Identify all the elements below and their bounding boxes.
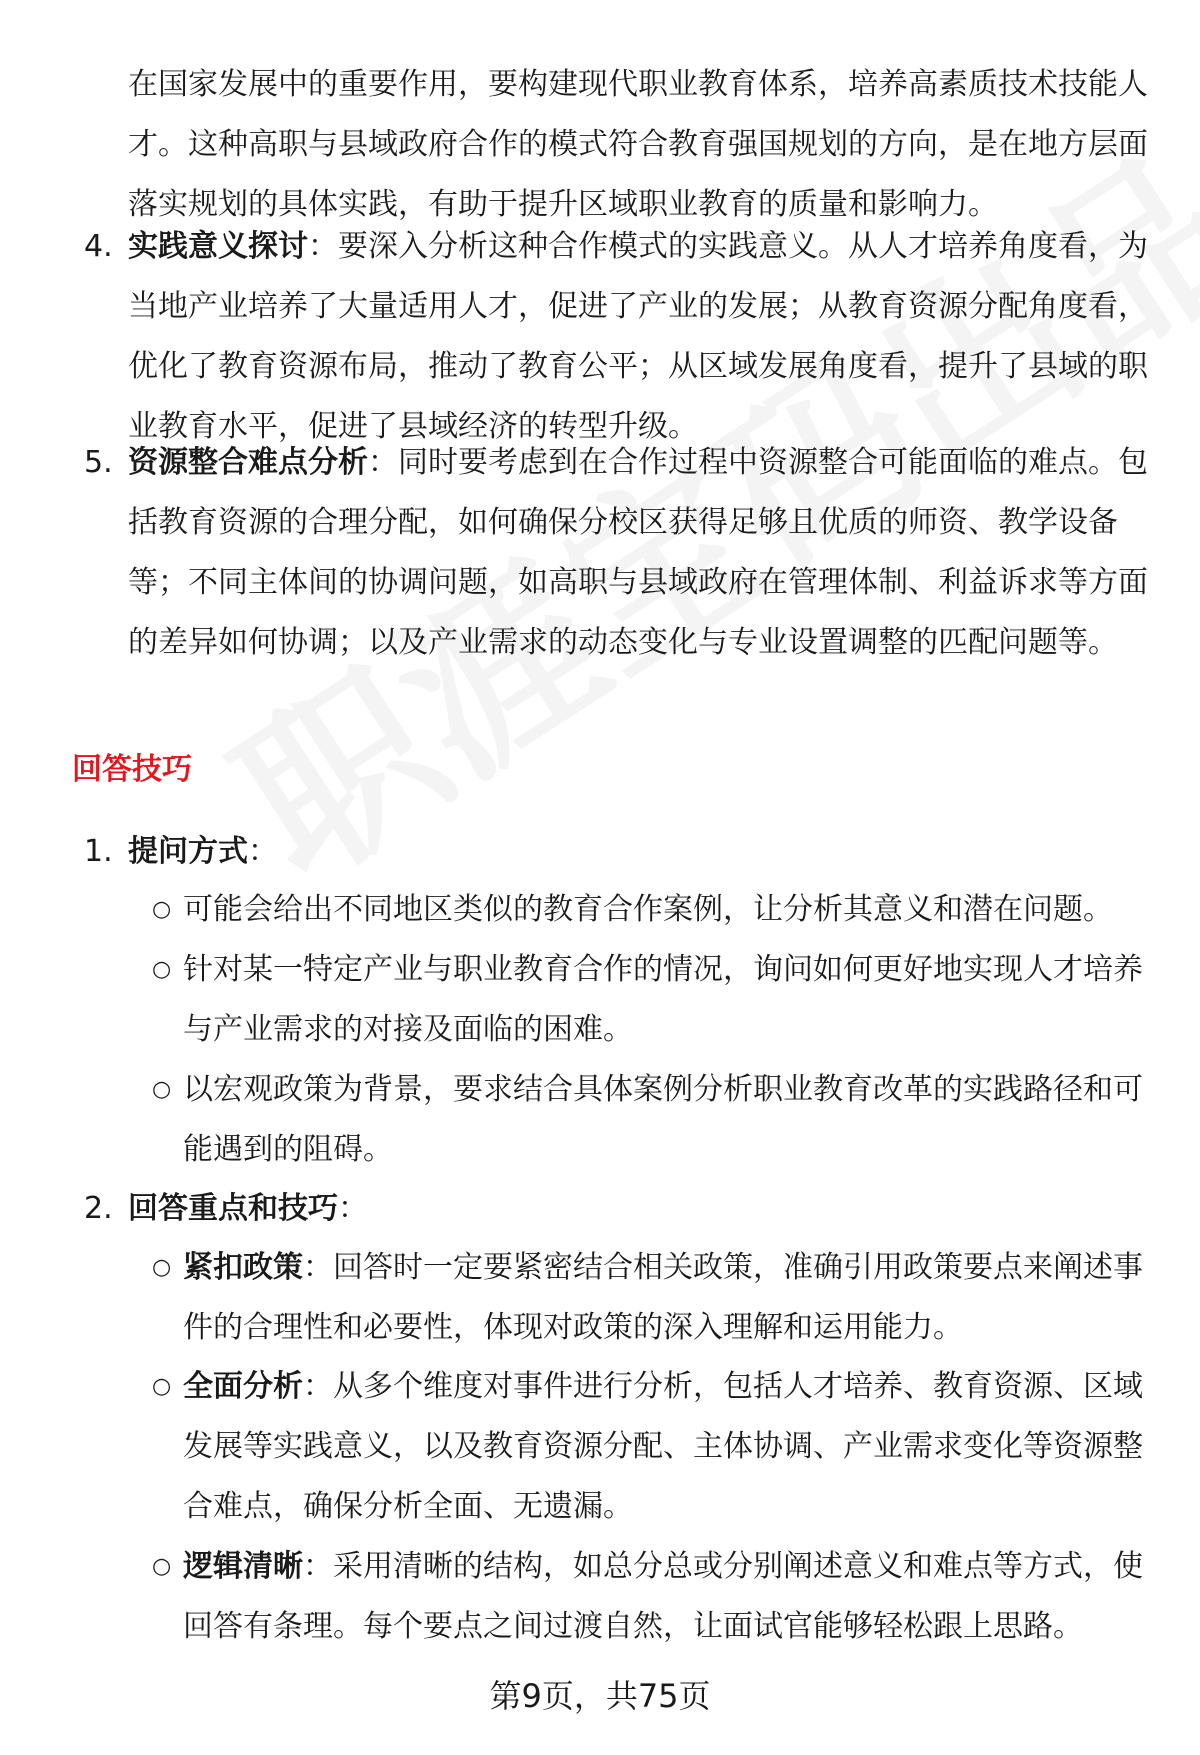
question-2-number: 2. [84,1191,113,1226]
q2-bullet-3-title: 逻辑清晰 [183,1549,303,1584]
item-4-title: 实践意义探讨 [128,229,308,264]
q1-bullet-2: 针对某一特定产业与职业教育合作的情况，询问如何更好地实现人才培养与产业需求的对接及面临的困难。 [183,952,1143,1047]
q1-bullet-1: 可能会给出不同地区类似的教育合作案例，让分析其意义和潜在问题。 [183,892,1113,927]
item-5-title: 资源整合难点分析 [128,445,368,480]
question-2-heading [128,1179,1150,1239]
bullet-icon: ○ [152,1077,172,1102]
bullet-icon: ○ [152,1554,172,1579]
question-2-title: 回答重点和技巧 [128,1191,338,1226]
q2-bullet-1 [183,1238,1150,1358]
q2-bullet-2 [183,1357,1150,1537]
page-number: 第9页，共75页 [489,1677,711,1715]
q2-bullet-2-text: ：从多个维度对事件进行分析，包括人才培养、教育资源、区域发展等实践意义，以及教育资源分配、主体协调、产业需求变化等资源整合难点，确保分析全面、无遗漏。 [183,1369,1143,1524]
bullet-icon: ○ [152,1374,172,1399]
q2-bullet-1-text: ：回答时一定要紧密结合相关政策，准确引用政策要点来阐述事件的合理性和必要性，体现对政策的深入理解和运用能力。 [183,1250,1143,1345]
item-5-paragraph [128,433,1150,673]
q2-bullet-3 [183,1537,1150,1657]
question-1-title: 提问方式 [128,834,248,869]
q2-bullet-3-text: ：采用清晰的结构，如总分总或分别阐述意义和难点等方式，使回答有条理。每个要点之间过渡自然，让面试官能够轻松跟上思路。 [183,1549,1143,1644]
item-5-number: 5. [84,445,113,480]
section-heading: 回答技巧 [72,752,192,787]
question-2-colon: ： [338,1191,368,1226]
item-4-paragraph [128,217,1150,457]
question-1-number: 1. [84,834,113,869]
q1-bullet-3: 以宏观政策为背景，要求结合具体案例分析职业教育改革的实践路径和可能遇到的阻碍。 [183,1072,1143,1167]
bullet-icon: ○ [152,1255,172,1280]
item-5-text: ：同时要考虑到在合作过程中资源整合可能面临的难点。包括教育资源的合理分配，如何确保分校区获得足够且优质的师资、教学设备等；不同主体间的协调问题，如高职与县域政府在管理体制、利益诉求等方面的差异如何协调；以及产业需求的动态变化与专业设置调整的匹配问题等。 [128,445,1148,660]
q2-bullet-2-title: 全面分析 [183,1369,303,1404]
item-4-text: ：要深入分析这种合作模式的实践意义。从人才培养角度看，为当地产业培养了大量适用人才，促进了产业的发展；从教育资源分配角度看，优化了教育资源布局，推动了教育公平；从区域发展角度看，提升了县域的职业教育水平，促进了县域经济的转型升级。 [128,229,1148,444]
intro-paragraph: 在国家发展中的重要作用，要构建现代职业教育体系，培养高素质技术技能人才。这种高职与县域政府合作的模式符合教育强国规划的方向，是在地方层面落实规划的具体实践，有助于提升区域职业教育的质量和影响力。 [128,67,1148,222]
question-1-colon: ： [248,834,278,869]
q2-bullet-1-title: 紧扣政策 [183,1250,303,1285]
question-1-heading [128,822,1150,882]
item-4-number: 4. [84,229,113,264]
bullet-icon: ○ [152,897,172,922]
bullet-icon: ○ [152,957,172,982]
